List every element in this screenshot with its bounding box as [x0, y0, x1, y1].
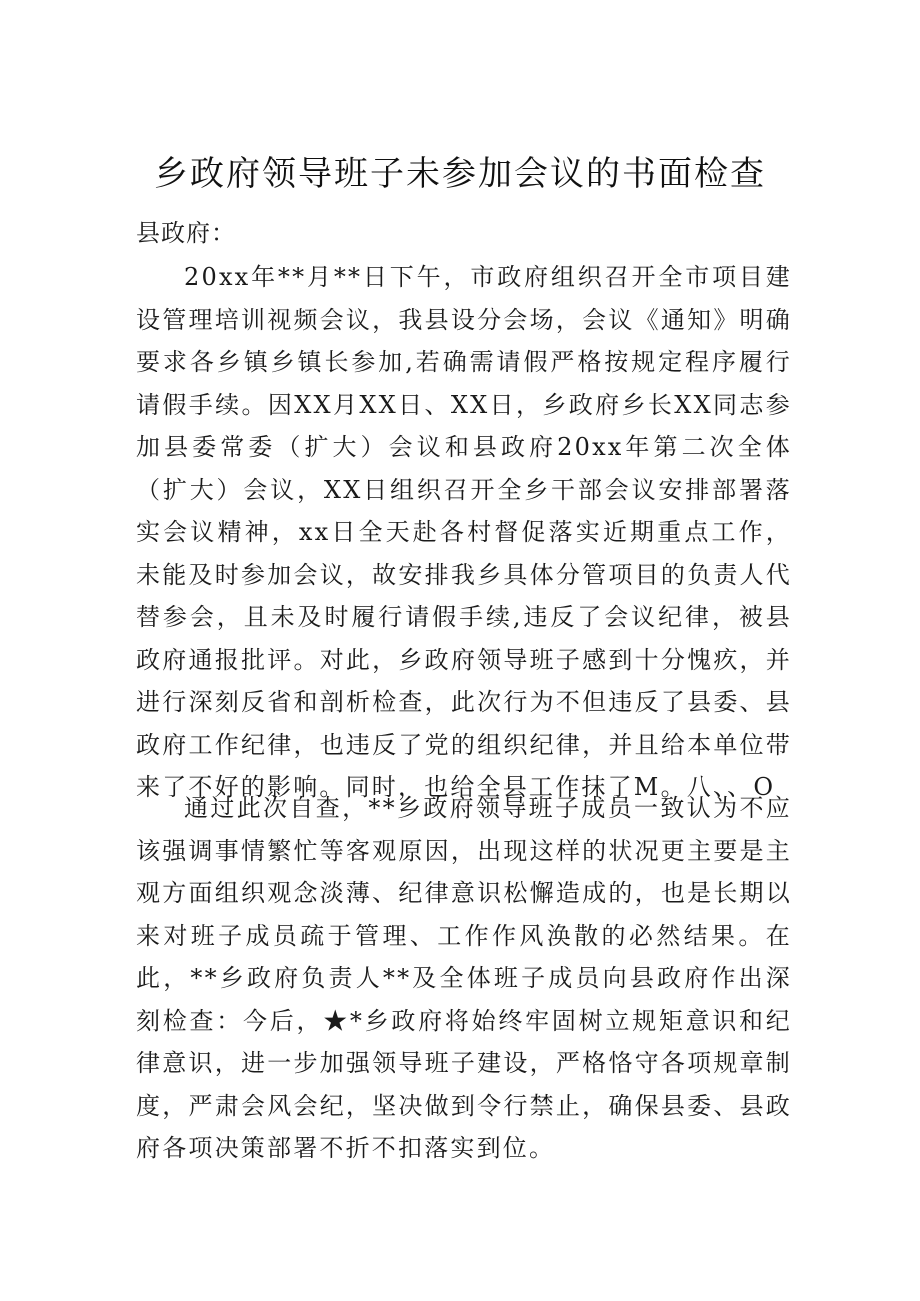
body-paragraph-1: 20xx年**月**日下午，市政府组织召开全市项目建设管理培训视频会议，我县设分会场，会议《通知》明确要求各乡镇乡镇长参加,若确需请假严格按规定程序履行请假手续。因XX月XX日、XX日，乡政府乡长XX同志参加县委常委（扩大）会议和县政府20xx年第二次全体（扩大）会议，XX日组织召开全乡干部会议安排部署落实会议精神，xx日全天赴各村督促落实近期重点工作，未能及时参加会议，故安排我乡具体分管项目的负责人代替参会，且未及时履行请假手续,违反了会议纪律，被县政府通报批评。对此，乡政府领导班子感到十分愧疚，并进行深刻反省和剖析检查，此次行为不但违反了县委、县政府工作纪律，也违反了党的组织纪律，并且给本单位带来了不好的影响。同时，也给全县工作抹了M。八、、O [136, 263, 792, 801]
body-paragraph-2: 通过此次自查，**乡政府领导班子成员一致认为不应该强调事情繁忙等客观原因，出现这样的状况更主要是主观方面组织观念淡薄、纪律意识松懈造成的，也是长期以来对班子成员疏于管理、工作作风涣散的必然结果。在此，**乡政府负责人**及全体班子成员向县政府作出深刻检查：今后，★*乡政府将始终牢固树立规矩意识和纪律意识，进一步加强领导班子建设，严格恪守各项规章制度，严肃会风会纪，坚决做到令行禁止，确保县委、县政府各项决策部署不折不扣落实到位。 [136, 794, 792, 1162]
salutation: 县政府： [136, 219, 236, 247]
document-title: 乡政府领导班子未参加会议的书面检查 [154, 154, 766, 194]
